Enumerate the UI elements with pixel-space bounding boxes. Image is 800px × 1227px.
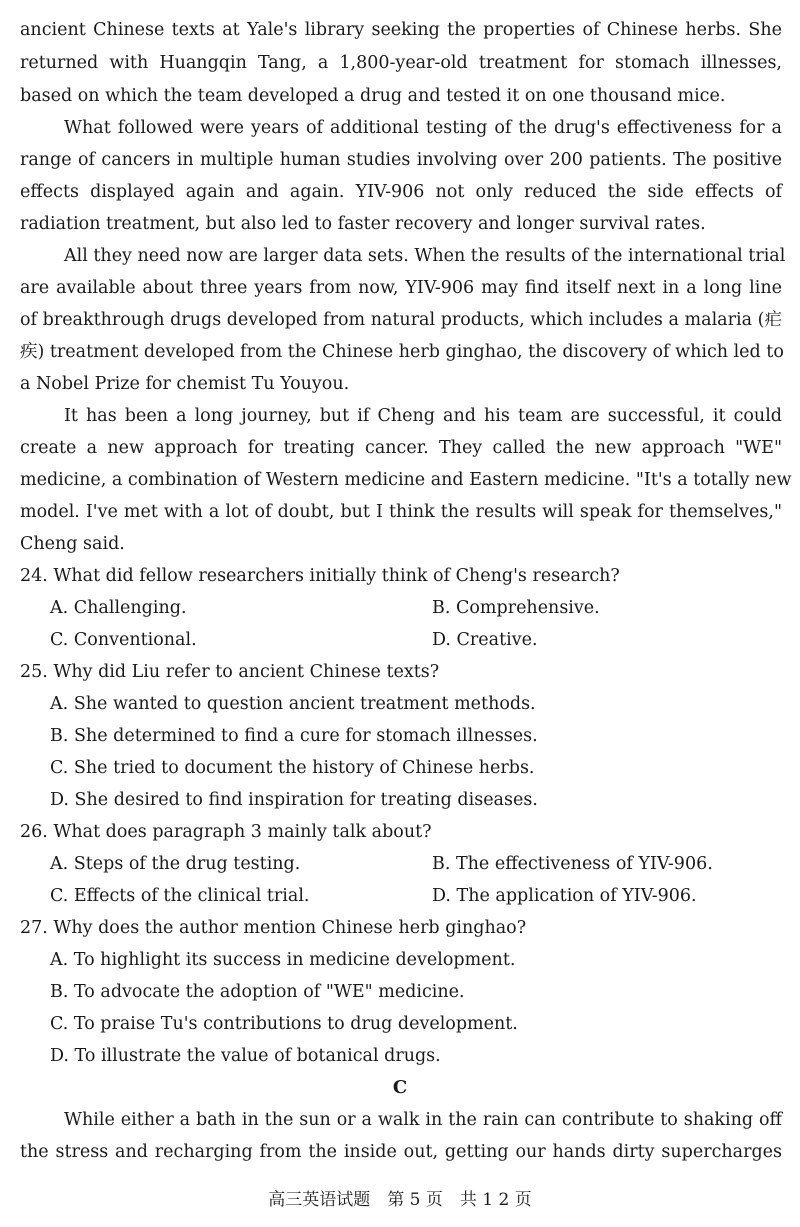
question-27-option-a[interactable]: A. To highlight its success in medicine development. xyxy=(50,950,516,970)
passage-line: effects displayed again and again. YIV-906 not only reduced the side effects of xyxy=(20,182,782,202)
question-27-option-b[interactable]: B. To advocate the adoption of "WE" medicine. xyxy=(50,982,465,1002)
passage-line: range of cancers in multiple human studies involving over 200 patients. The positive xyxy=(20,150,782,170)
passage-line: a Nobel Prize for chemist Tu Youyou. xyxy=(20,374,350,394)
section-c-line: the stress and recharging from the inside out, getting our hands dirty supercharges xyxy=(20,1142,782,1162)
question-26-stem: 26. What does paragraph 3 mainly talk about? xyxy=(20,822,432,842)
question-25-option-c[interactable]: C. She tried to document the history of Chinese herbs. xyxy=(50,758,535,778)
passage-line: of breakthrough drugs developed from natural products, which includes a malaria (疟 xyxy=(20,310,782,330)
question-24-option-c[interactable]: C. Conventional. xyxy=(50,630,197,650)
passage-line: ancient Chinese texts at Yale's library seeking the properties of Chinese herbs. She xyxy=(20,20,782,40)
question-25-stem: 25. Why did Liu refer to ancient Chinese texts? xyxy=(20,662,440,682)
passage-line: model. I've met with a lot of doubt, but I think the results will speak for themselves," xyxy=(20,502,782,522)
question-26-option-d[interactable]: D. The application of YIV-906. xyxy=(432,886,697,906)
question-27-option-c[interactable]: C. To praise Tu's contributions to drug development. xyxy=(50,1014,518,1034)
question-24-option-a[interactable]: A. Challenging. xyxy=(50,598,187,618)
question-25-option-a[interactable]: A. She wanted to question ancient treatment methods. xyxy=(50,694,536,714)
question-24-option-d[interactable]: D. Creative. xyxy=(432,630,538,650)
passage-line: are available about three years from now, YIV-906 may find itself next in a long line xyxy=(20,278,782,298)
passage-line: What followed were years of additional testing of the drug's effectiveness for a xyxy=(64,118,782,138)
passage-line: medicine, a combination of Western medicine and Eastern medicine. "It's a totally new xyxy=(20,470,792,490)
question-25-option-b[interactable]: B. She determined to find a cure for stomach illnesses. xyxy=(50,726,538,746)
question-25-option-d[interactable]: D. She desired to find inspiration for treating diseases. xyxy=(50,790,538,810)
section-heading: C xyxy=(392,1077,408,1098)
question-26-option-a[interactable]: A. Steps of the drug testing. xyxy=(50,854,301,874)
passage-line: It has been a long journey, but if Cheng and his team are successful, it could xyxy=(64,406,782,426)
passage-line: All they need now are larger data sets. When the results of the international trial xyxy=(64,246,786,266)
passage-line: 疾) treatment developed from the Chinese herb ginghao, the discovery of which led to xyxy=(20,342,784,362)
question-24-stem: 24. What did fellow researchers initially think of Cheng's research? xyxy=(20,566,620,586)
passage-line: based on which the team developed a drug and tested it on one thousand mice. xyxy=(20,86,726,106)
question-27-option-d[interactable]: D. To illustrate the value of botanical drugs. xyxy=(50,1046,441,1066)
question-24-option-b[interactable]: B. Comprehensive. xyxy=(432,598,600,618)
section-c-line: While either a bath in the sun or a walk in the rain can contribute to shaking off xyxy=(64,1110,782,1130)
passage-line: Cheng said. xyxy=(20,534,125,554)
question-27-stem: 27. Why does the author mention Chinese herb ginghao? xyxy=(20,918,527,938)
question-26-option-c[interactable]: C. Effects of the clinical trial. xyxy=(50,886,310,906)
passage-line: radiation treatment, but also led to faster recovery and longer survival rates. xyxy=(20,214,706,234)
question-26-option-b[interactable]: B. The effectiveness of YIV-906. xyxy=(432,854,713,874)
passage-line: returned with Huangqin Tang, a 1,800-year-old treatment for stomach illnesses, xyxy=(20,53,782,73)
page-footer: 高三英语试题 第 5 页 共 1 2 页 xyxy=(268,1190,532,1210)
passage-line: create a new approach for treating cancer. They called the new approach "WE" xyxy=(20,438,782,458)
